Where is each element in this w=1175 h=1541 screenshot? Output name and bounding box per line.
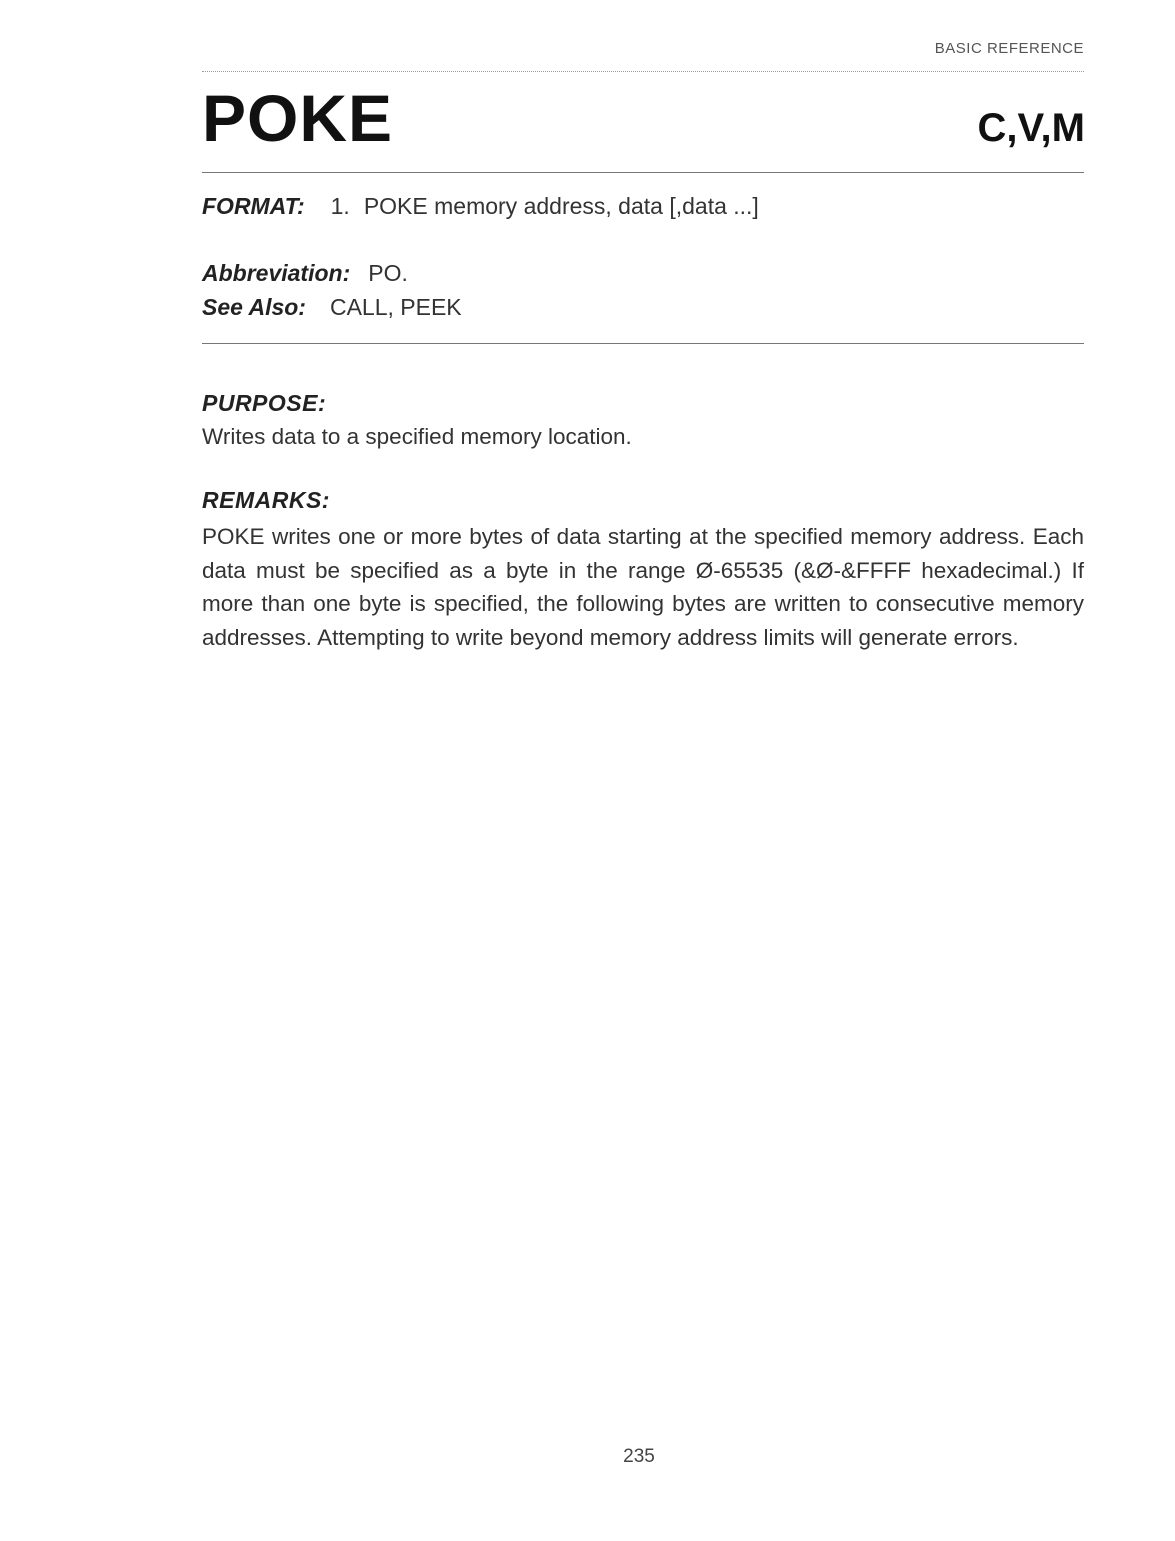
header-rule [202,71,1084,72]
page-number: 235 [623,1446,655,1467]
format-label: FORMAT: [202,193,305,219]
see-also-line [202,296,462,319]
running-head: BASIC REFERENCE [934,40,1084,57]
remarks-text: POKE writes one or more bytes of data starting at the specified memory address. Each data must be specified as a byte in the range Ø-65535 (&Ø-&FFFF hexadecimal.) If more than one byte is specified, the following bytes are written to consecutive memory addresses. Attempting to write beyond memory address limits will generate errors. [202,524,1084,650]
entry-title: POKE [202,81,394,155]
see-also-label: See Also: [202,294,306,320]
see-also-value: CALL, PEEK [329,294,462,320]
abbreviation-label: Abbreviation: [202,260,351,286]
abbreviation-line [202,262,408,285]
format-syntax: POKE memory address, data [,data ...] [363,193,759,219]
entry-modes: C,V,M [977,106,1085,150]
format-number: 1. [330,193,350,219]
title-rule [202,172,1084,173]
see-also-rule [202,343,1084,344]
purpose-heading: PURPOSE: [202,390,327,416]
format-line [202,195,759,218]
abbreviation-value: PO. [368,260,408,286]
remarks-heading: REMARKS: [202,487,330,513]
purpose-text: Writes data to a specified memory location. [202,424,632,449]
